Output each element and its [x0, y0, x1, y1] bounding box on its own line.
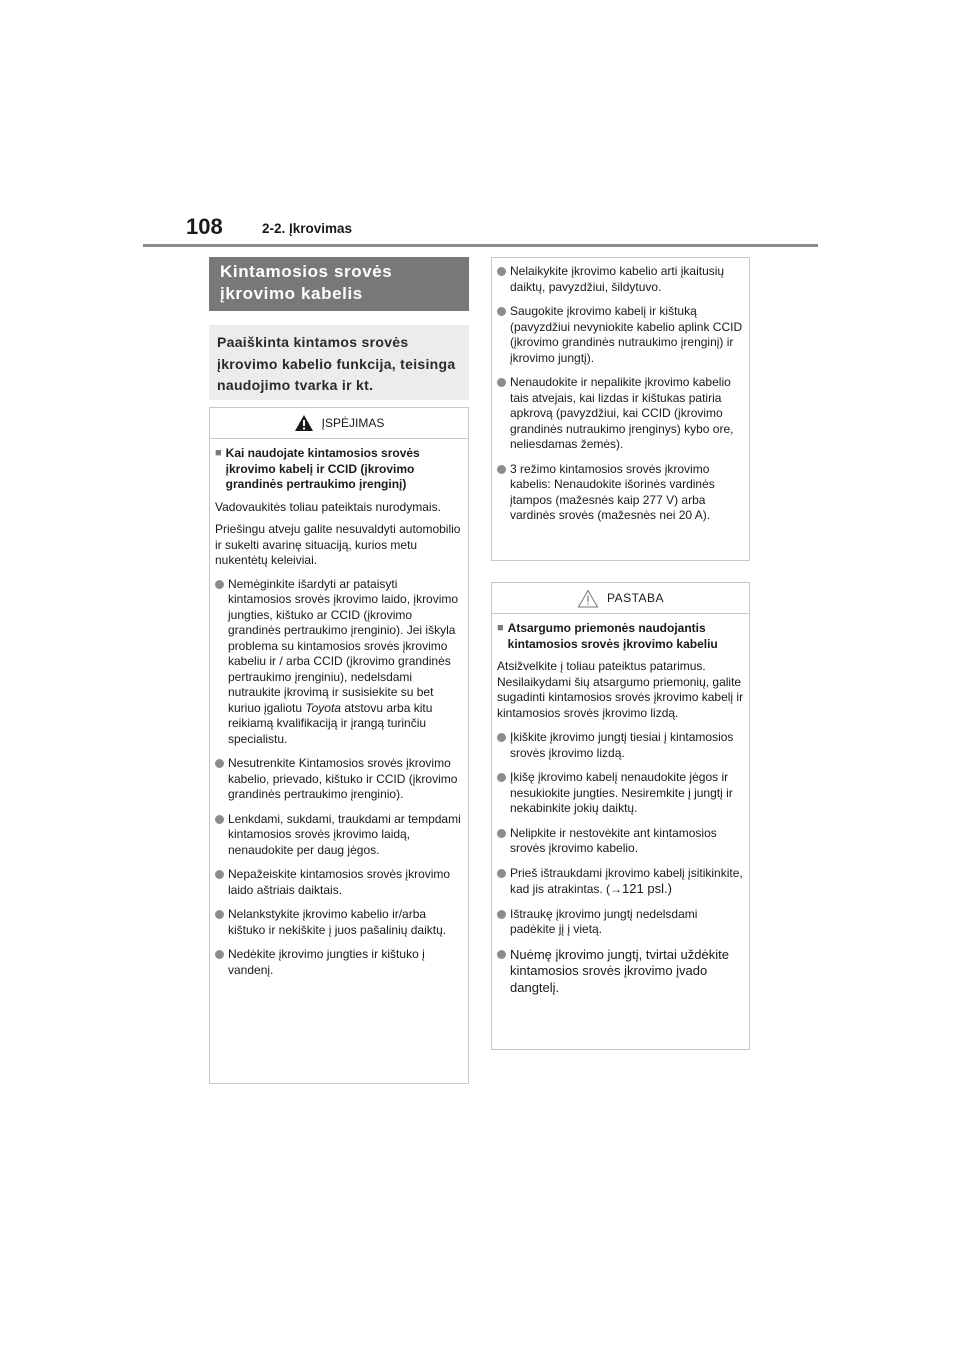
warning-continued-box [491, 257, 750, 561]
warning-bullet [215, 867, 463, 898]
notice-bullet-text-part: Prieš ištraukdami įkrovimo kabelį įsitikinkite, kad jis atrakintas. ( [510, 865, 743, 896]
header-rule [143, 244, 818, 247]
page-ref[interactable]: 121 psl.) [622, 881, 672, 896]
square-bullet-icon: ■ [497, 622, 504, 634]
bullet-dot-icon [497, 910, 506, 919]
bullet-dot-icon [497, 267, 506, 276]
notice-bullet-text: Ištraukę įkrovimo jungtį nedelsdami padėkite jį į vietą. [510, 906, 698, 936]
warning-bullet [215, 756, 463, 803]
notice-body [492, 614, 749, 1013]
bullet-dot-icon [215, 580, 224, 589]
bullet-dot-icon [497, 950, 506, 959]
brand-name: Toyota [305, 700, 341, 715]
warning-bullet [497, 462, 744, 524]
notice-box [491, 582, 750, 1050]
warning-bullet [215, 577, 463, 748]
warning-bullet-text: 3 režimo kintamosios srovės įkrovimo kabelis: Nenaudokite išorinės vardinės įtampos (mažesnės kaip 277 V) arba vardinės srovės (mažesnės nei 20 A). [510, 461, 715, 522]
notice-bullet [497, 730, 744, 761]
notice-label: PASTABA [606, 591, 665, 605]
warning-bullet-text: Nedėkite įkrovimo jungties ir kištuko į vandenį. [228, 947, 425, 977]
bullet-dot-icon [497, 733, 506, 742]
warning-heading [215, 446, 463, 493]
notice-heading-text: Atsargumo priemonės naudojantis kintamosios srovės įkrovimo kabeliu [507, 621, 718, 651]
bullet-dot-icon [497, 378, 506, 387]
subtitle-text: Paaiškinta kintamos srovės įkrovimo kabelio funkcija, teisinga naudojimo tvarka ir kt. [217, 334, 456, 393]
warning-bullet [215, 812, 463, 859]
notice-bullet-text: Nelipkite ir nestovėkite ant kintamosios srovės įkrovimo kabelio. [510, 825, 717, 855]
notice-bullet-text: Įkišę įkrovimo kabelį nenaudokite jėgos ir nesukiokite jungties. Nesiremkite į jungtį ir nekabinkite jokių daiktų. [510, 770, 733, 815]
warning-paragraph: Priešingu atveju galite nesuvaldyti automobilio ir sukelti avarinę situaciją, kurios metu nukentėtų keleiviai. [215, 522, 461, 567]
bullet-dot-icon [497, 829, 506, 838]
notice-bullet [497, 866, 744, 898]
bullet-dot-icon [215, 870, 224, 879]
bullet-dot-icon [215, 759, 224, 768]
warning-bullet [497, 375, 744, 453]
bullet-dot-icon [215, 815, 224, 824]
warning-bullet [215, 947, 463, 978]
warning-bullet-text-part: Nemėginkite išardyti ar pataisyti kintamosios srovės įkrovimo laido, įkrovimo jungties, kištuko ar CCID (įkrovimo grandinės pertraukimo įrenginio). Jei iškyla problema su kintamosios srovės įkrovimo kabeliu ir / arba CCID (įkrovimo grandinės pertraukimo įrenginiu), nedelsdami nutraukite įkrovimą ir susisiekite su bet kuriuo įgaliotu [228, 576, 459, 715]
notice-bullet [497, 907, 744, 938]
bullet-dot-icon [497, 773, 506, 782]
warning-bullet-text [228, 577, 463, 748]
warning-bullet-text: Nelaikykite įkrovimo kabelio arti įkaitusių daiktų, pavyzdžiui, šildytuvo. [510, 264, 725, 294]
bullet-dot-icon [215, 910, 224, 919]
notice-heading [497, 621, 744, 652]
notice-bullet-text: Nuėmę įkrovimo jungtį, tvirtai uždėkite kintamosios srovės įkrovimo įvado dangtelį. [510, 946, 729, 995]
warning-bullet [497, 304, 744, 366]
notice-bullet [497, 826, 744, 857]
subtitle-box [209, 325, 469, 400]
warning-triangle-icon [294, 414, 314, 432]
notice-bullet [497, 770, 744, 817]
notice-bullet [497, 947, 744, 997]
warning-bullet-text: Saugokite įkrovimo kabelį ir kištuką (pavyzdžiui nevyniokite kabelio aplink CCID (įkrovimo grandinės nutraukimo įrenginį) ir įkrovimo jungtį). [510, 304, 743, 365]
bullet-dot-icon [215, 950, 224, 959]
caution-triangle-icon [577, 589, 599, 608]
warning-bullet-text: Nepažeiskite kintamosios srovės įkrovimo laido aštriais daiktais. [228, 867, 451, 897]
section-title: 2-2. Įkrovimas [262, 221, 353, 236]
square-bullet-icon: ■ [215, 447, 222, 459]
page-number: 108 [186, 214, 223, 239]
warning-paragraph: Vadovaukitės toliau pateiktais nurodymais. [215, 499, 441, 514]
warning-bullet [215, 907, 463, 938]
warning-bullet [497, 264, 744, 295]
warning-bullet-text-part: atstovu arba kitu reikiamą kvalifikaciją ir įrangą turinčiu specialistu. [228, 700, 433, 746]
page-ref-arrow-icon: → [610, 882, 623, 896]
warning-body [210, 439, 468, 995]
warning-box [209, 407, 469, 1084]
notice-bullet-text [510, 866, 744, 898]
chapter-title-box [209, 257, 469, 311]
notice-paragraph: Atsižvelkite į toliau pateiktus patarimus. Nesilaikydami šių atsargumo priemonių, galite sugadinti kintamosios srovės įkrovimo kabelį ir kintamosios srovės įkrovimo lizdą. [497, 659, 744, 720]
chapter-title: Kintamosios srovės įkrovimo kabelis [220, 262, 393, 303]
notice-header [492, 583, 749, 614]
warning-label: ĮSPĖJIMAS [321, 416, 385, 430]
warning-heading-text: Kai naudojate kintamosios srovės įkrovimo kabelį ir CCID (įkrovimo grandinės pertraukimo įrenginį) [225, 446, 420, 491]
warning-bullet-text: Nenaudokite ir nepalikite įkrovimo kabelio tais atvejais, kai lizdas ir kištukas patiria apkrovą (pavyzdžiui, kai CCID (įkrovimo grandinės nutraukimo įrenginys) kybo ore, neliesdamas žemės). [510, 375, 734, 451]
warning-bullet-text: Lenkdami, sukdami, traukdami ar tempdami kintamosios srovės įkrovimo laidą, nenaudokite per daug jėgos. [228, 811, 461, 857]
warning-bullet-text: Nelankstykite įkrovimo kabelio ir/arba kištuko ir nekiškite į juos pašalinių daiktų. [228, 907, 447, 937]
bullet-dot-icon [497, 307, 506, 316]
warning-bullet-text: Nesutrenkite Kintamosios srovės įkrovimo kabelio, prievado, kištuko ir CCID (įkrovimo grandinės pertraukimo įrenginio). [228, 756, 458, 801]
bullet-dot-icon [497, 465, 506, 474]
warning-header [210, 408, 468, 439]
notice-bullet-text: Įkiškite įkrovimo jungtį tiesiai į kintamosios srovės įkrovimo lizdą. [510, 730, 734, 760]
bullet-dot-icon [497, 869, 506, 878]
